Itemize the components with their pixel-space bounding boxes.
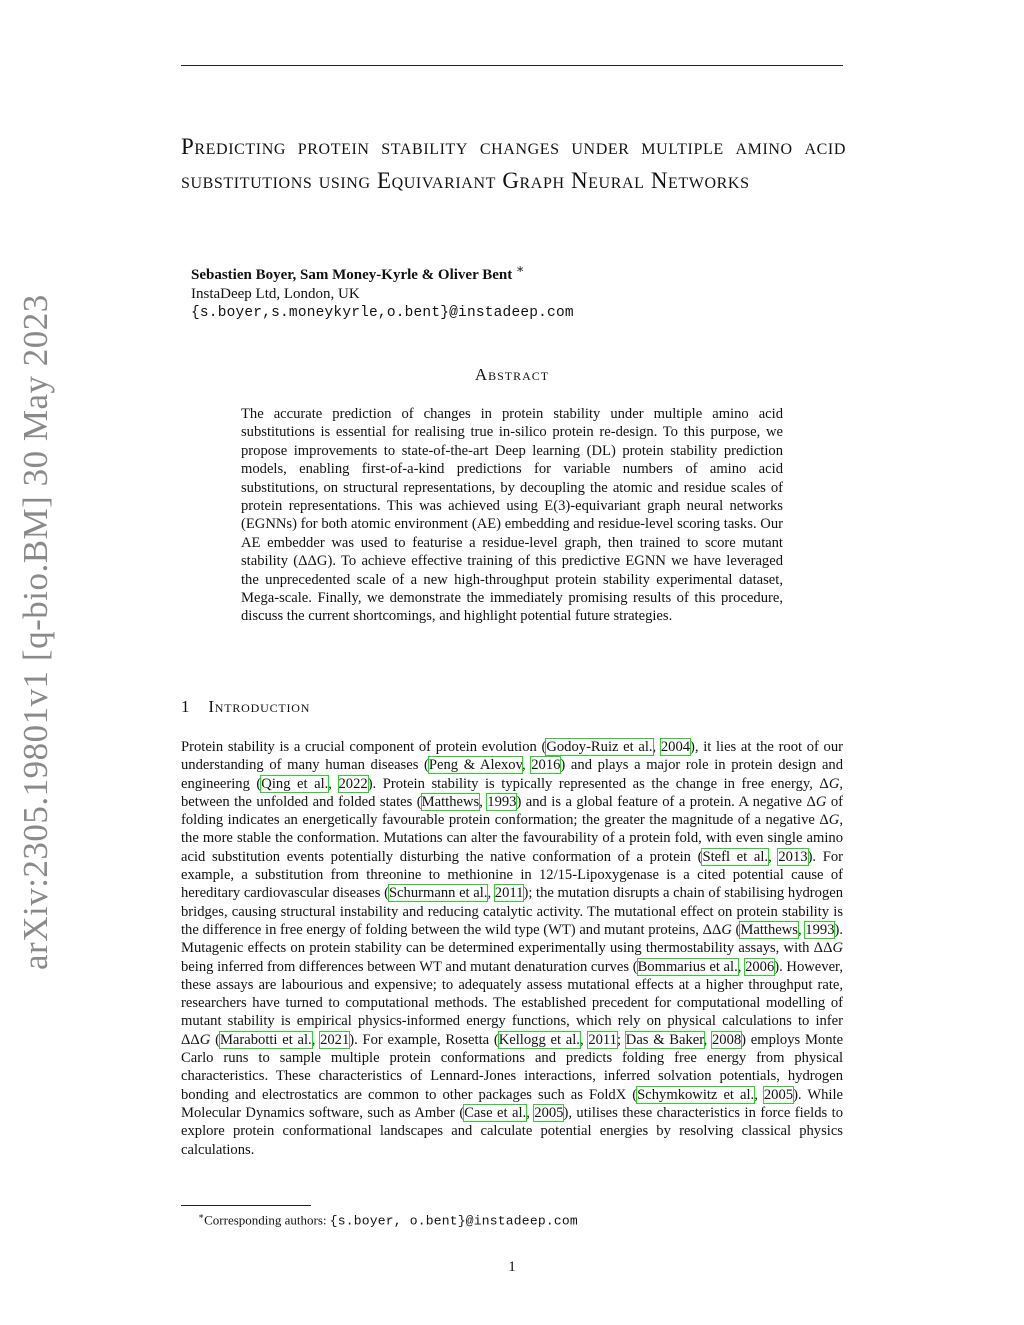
- citation-link[interactable]: 2004: [660, 739, 691, 755]
- text-run: ). Protein stability is typically represented as the change in free energy, Δ: [367, 775, 829, 792]
- math-symbol: G: [832, 940, 843, 957]
- text-run: (: [731, 921, 741, 938]
- citation-link[interactable]: Stefl et al.: [702, 848, 769, 865]
- math-symbol: G: [828, 775, 840, 792]
- text-run: of folding indicates an energetically favourable protein conformation; the greater the magnitude of a negative Δ: [181, 793, 843, 829]
- citation-link[interactable]: 2016: [531, 757, 561, 774]
- text-run: ), utilises these characteristics in force fields to explore protein conformational landscapes and calculate potential energies by resolving classical physics calculations.: [181, 1104, 843, 1158]
- footnote-marker: ∗: [198, 1211, 205, 1221]
- text-run: ), it lies at the root of our understanding of many human diseases (: [181, 739, 844, 774]
- text-run: ). For example, Rosetta (: [349, 1031, 499, 1048]
- citation-link[interactable]: 1993: [805, 921, 835, 938]
- citation-link[interactable]: Schurmann et al.: [388, 885, 488, 902]
- citation-link[interactable]: Matthews: [740, 921, 798, 938]
- citation-link[interactable]: 2005: [534, 1104, 564, 1121]
- text-run: ,: [797, 921, 806, 938]
- citation-link[interactable]: 2013: [778, 848, 808, 865]
- math-symbol: G: [721, 921, 732, 938]
- citation-link[interactable]: Schymkowitz et al.: [637, 1086, 755, 1103]
- text-run: being inferred from differences between WT and mutant denaturation curves (: [181, 958, 638, 975]
- citation-link[interactable]: Marabotti et al.: [219, 1031, 312, 1048]
- citation-link[interactable]: Matthews: [421, 793, 480, 810]
- citation-link[interactable]: Bommarius et al.: [637, 958, 738, 975]
- header-rule: [181, 65, 843, 66]
- text-run: ,: [754, 1086, 764, 1103]
- text-run: ,: [311, 1031, 321, 1048]
- footnote: [198, 1208, 578, 1229]
- abstract-heading: Abstract: [474, 365, 550, 384]
- citation-link[interactable]: Das & Baker: [625, 1031, 704, 1048]
- citation-link[interactable]: Qing et al.: [261, 775, 329, 792]
- math-symbol: G: [199, 1031, 211, 1048]
- author-affiliation: InstaDeep Ltd, London, UK: [191, 286, 360, 302]
- text-run: ,: [579, 1031, 589, 1048]
- author-email: {s.boyer,s.moneykyrle,o.bent}@instadeep.com: [191, 305, 574, 321]
- section-number: 1: [181, 697, 191, 716]
- text-run: ). However, these assays are labourious and expensive; to adequately assess mutational effects at a higher throughput rate, researchers have turned to computational methods. The established precedent for computational modelling of mutant stability is empirical physics-informed energy functions, which rely on physical calculations to infer ΔΔ: [181, 958, 843, 1048]
- citation-link[interactable]: 2006: [745, 958, 775, 975]
- text-run: (: [210, 1031, 220, 1048]
- text-run: ,: [328, 775, 339, 792]
- author-names-line: [191, 260, 791, 285]
- citation-link[interactable]: 2011: [494, 885, 524, 902]
- text-run: ,: [768, 848, 779, 865]
- citation-link[interactable]: 1993: [487, 793, 517, 810]
- text-run: ). While Molecular Dynamics software, such as Amber (: [181, 1086, 843, 1121]
- text-run: ) and is a global feature of a protein. A negative Δ: [516, 793, 816, 810]
- text-run: ;: [616, 1031, 626, 1048]
- text-run: ,: [652, 739, 661, 755]
- text-run: ,: [521, 757, 532, 774]
- page-number: 1: [508, 1259, 516, 1275]
- text-run: ) and plays a major role in protein design and engineering (: [181, 757, 844, 792]
- text-run: , between the unfolded and folded states (: [181, 775, 844, 810]
- citation-link[interactable]: Case et al.: [464, 1104, 527, 1121]
- footnote-rule: [181, 1205, 311, 1206]
- author-names: Sebastien Boyer, Sam Money-Kyrle & Oliver Bent: [191, 267, 513, 283]
- paper-title: Predicting protein stability changes under multiple amino acid substitutions using Equivariant Graph Neural Networks: [181, 134, 846, 193]
- citation-link[interactable]: 2011: [588, 1031, 617, 1048]
- footnote-label: Corresponding authors:: [204, 1212, 330, 1228]
- text-run: ) employs Monte Carlo runs to sample multiple protein conformations and predicts folding free energy from physical characteristics. These characteristics of Lennard-Jones interactions, inferred solvation potentials, hydrogen bonding and electrostatics are common to other packages such as FoldX (: [181, 1031, 844, 1103]
- arxiv-identifier[interactable]: arXiv:2305.19801v1 [q-bio.BM] 30 May 2023: [16, 294, 55, 970]
- text-run: Protein stability is a crucial component of protein evolution (: [181, 739, 547, 755]
- citation-link[interactable]: Godoy-Ruiz et al.: [546, 739, 653, 755]
- section-heading-introduction: [181, 697, 310, 717]
- citation-link[interactable]: Kellogg et al.: [498, 1031, 580, 1048]
- citation-link[interactable]: 2008: [711, 1031, 742, 1048]
- text-run: ). For example, a substitution from threonine to methionine in 12/15-Lipoxygenase is a cited potential cause of hereditary cardiovascular diseases (: [181, 848, 843, 902]
- author-block: [191, 260, 791, 323]
- section-title: Introduction: [208, 697, 311, 716]
- math-symbol: G: [828, 812, 840, 829]
- citation-link[interactable]: 2022: [338, 775, 368, 792]
- text-run: ,: [526, 1104, 535, 1121]
- author-footnote-marker: ∗: [515, 262, 525, 276]
- text-run: ,: [703, 1031, 712, 1048]
- text-run: ,: [737, 958, 746, 975]
- footnote-email: {s.boyer, o.bent}@instadeep.com: [329, 1213, 578, 1229]
- citation-link[interactable]: 2005: [763, 1086, 794, 1103]
- text-run: ,: [479, 793, 488, 810]
- introduction-text: [181, 738, 843, 1159]
- math-symbol: G: [815, 793, 827, 810]
- citation-link[interactable]: Peng & Alexov: [428, 757, 522, 774]
- abstract-text: The accurate prediction of changes in protein stability under multiple amino acid substitutions is essential for realising true in-silico protein re-design. To this purpose, we propose improvements to state-of-the-art Deep learning (DL) protein stability prediction models, enabling first-of-a-kind predictions for variable numbers of amino acid substitutions, on structural representations, by decoupling the atomic and residue scales of protein representations. This was achieved using E(3)-equivariant graph neural networks (EGNNs) for both atomic environment (AE) embedding and residue-level scoring tasks. Our AE embedder was used to featurise a residue-level graph, then trained to score mutant stability (ΔΔG). To achieve effective training of this predictive EGNN we have leveraged the unprecedented scale of a new high-throughput protein stability experimental dataset, Mega-scale. Finally, we demonstrate the immediately promising results of this procedure, discuss the current shortcomings, and highlight potential future strategies.: [241, 406, 783, 625]
- text-run: ). Mutagenic effects on protein stability can be determined experimentally using thermostability assays, with ΔΔ: [181, 921, 843, 957]
- text-run: ); the mutation disrupts a chain of stabilising hydrogen bridges, causing structural instability and reducing catalytic activity. The mutational effect on protein stability is the difference in free energy of folding between the wild type (WT) and mutant proteins, ΔΔ: [181, 885, 844, 938]
- text-run: ,: [487, 885, 495, 902]
- text-run: , the more stable the conformation. Mutations can alter the favourability of a protein fold, with even single amino acid substitution events potentially disturbing the native conformation of a protein (: [181, 812, 843, 865]
- citation-link[interactable]: 2021: [320, 1031, 350, 1048]
